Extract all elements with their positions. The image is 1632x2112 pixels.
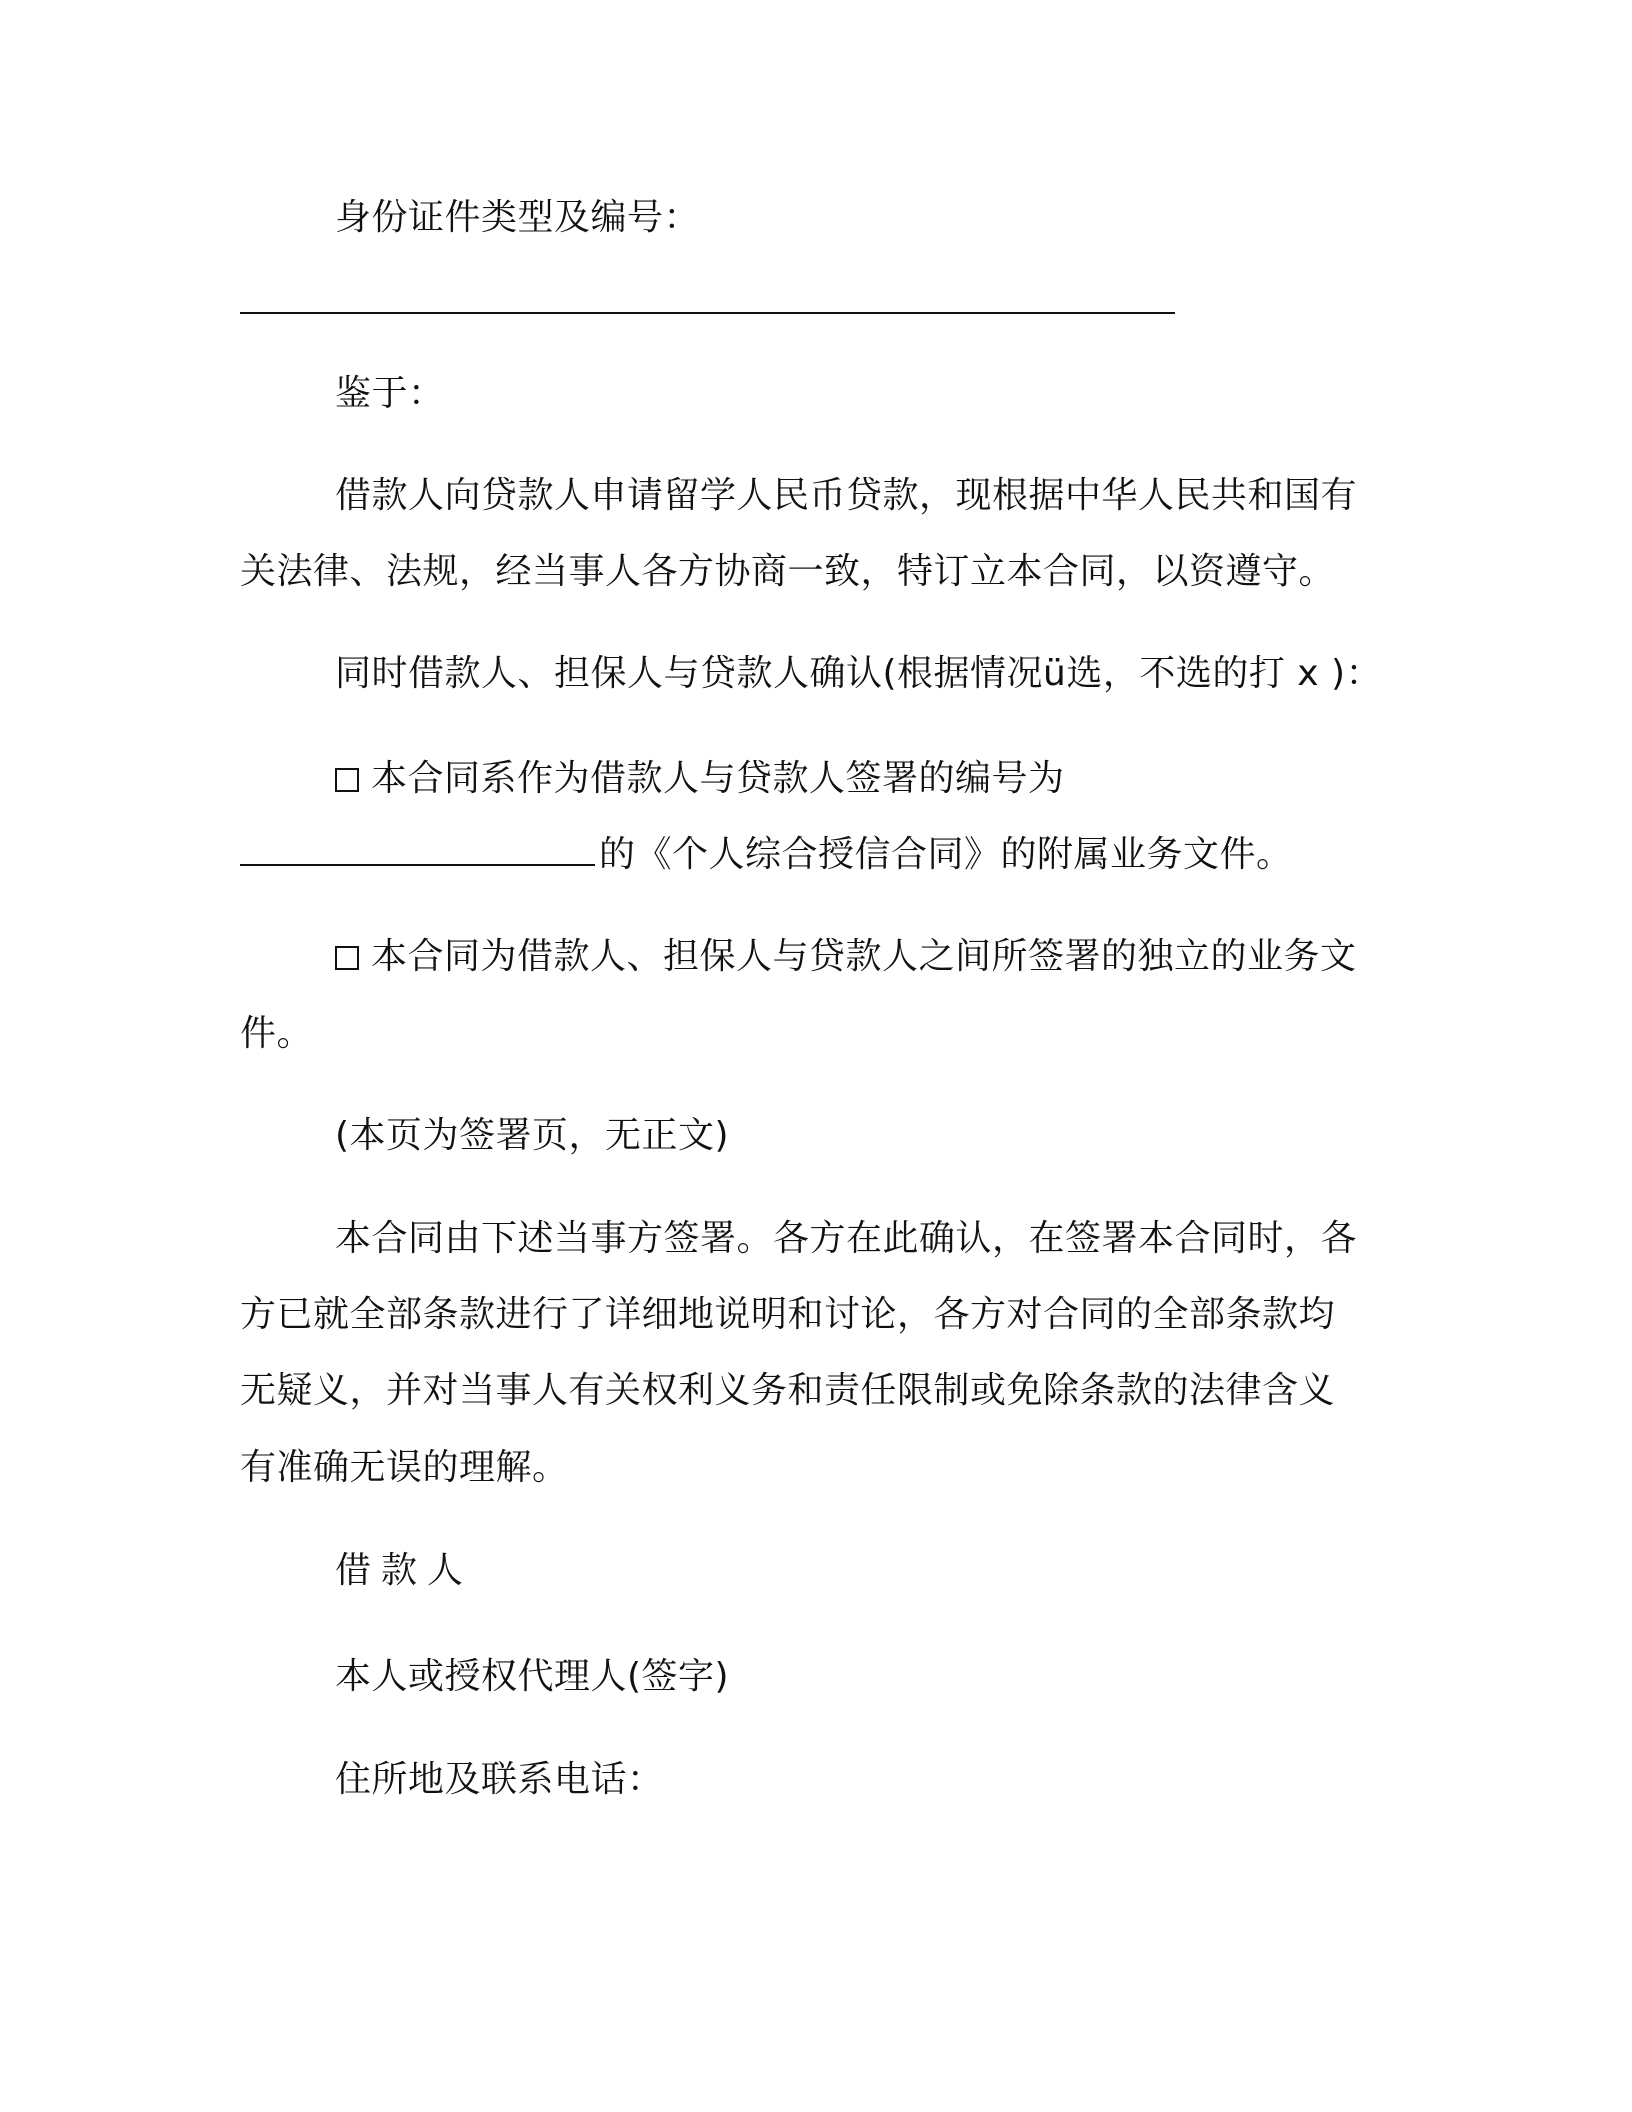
option-2-line-1 [335,935,1357,979]
paragraph-2-line-3: 无疑义，并对当事人有关权利义务和责任限制或免除条款的法律含义 [240,1370,1336,1411]
borrower-label: 借款人 [335,1550,474,1591]
paragraph-1-line-1: 借款人向贷款人申请留学人民币贷款，现根据中华人民共和国有 [335,475,1358,516]
option-1-line-2 [240,833,1293,877]
option-2-line-2: 件。 [240,1013,314,1054]
signatory-label: 本人或授权代理人(签字) [335,1656,730,1697]
option-1-checkbox[interactable] [335,768,359,792]
option-2-text: 本合同为借款人、担保人与贷款人之间所签署的独立的业务文 [371,936,1357,977]
option-1-text: 本合同系作为借款人与贷款人签署的编号为 [371,758,1065,799]
whereas-label: 鉴于： [335,373,445,414]
contract-number-blank[interactable] [240,834,595,866]
signature-page-note: (本页为签署页，无正文) [335,1115,730,1156]
option-1-text-continued: 的《个人综合授信合同》的附属业务文件。 [599,834,1293,875]
id-type-label: 身份证件类型及编号： [335,197,701,238]
option-2-checkbox[interactable] [335,946,359,970]
address-phone-label: 住所地及联系电话： [335,1759,664,1800]
id-number-blank-line[interactable] [240,312,1175,314]
paragraph-2-line-2: 方已就全部条款进行了详细地说明和讨论，各方对合同的全部条款均 [240,1294,1336,1335]
paragraph-2-line-4: 有准确无误的理解。 [240,1447,569,1488]
confirmation-line: 同时借款人、担保人与贷款人确认(根据情况ü选，不选的打 x )： [335,653,1383,694]
option-1-line-1 [335,757,1065,801]
paragraph-1-line-2: 关法律、法规，经当事人各方协商一致，特订立本合同，以资遵守。 [240,551,1336,592]
paragraph-2-line-1: 本合同由下述当事方签署。各方在此确认，在签署本合同时，各 [335,1218,1358,1259]
